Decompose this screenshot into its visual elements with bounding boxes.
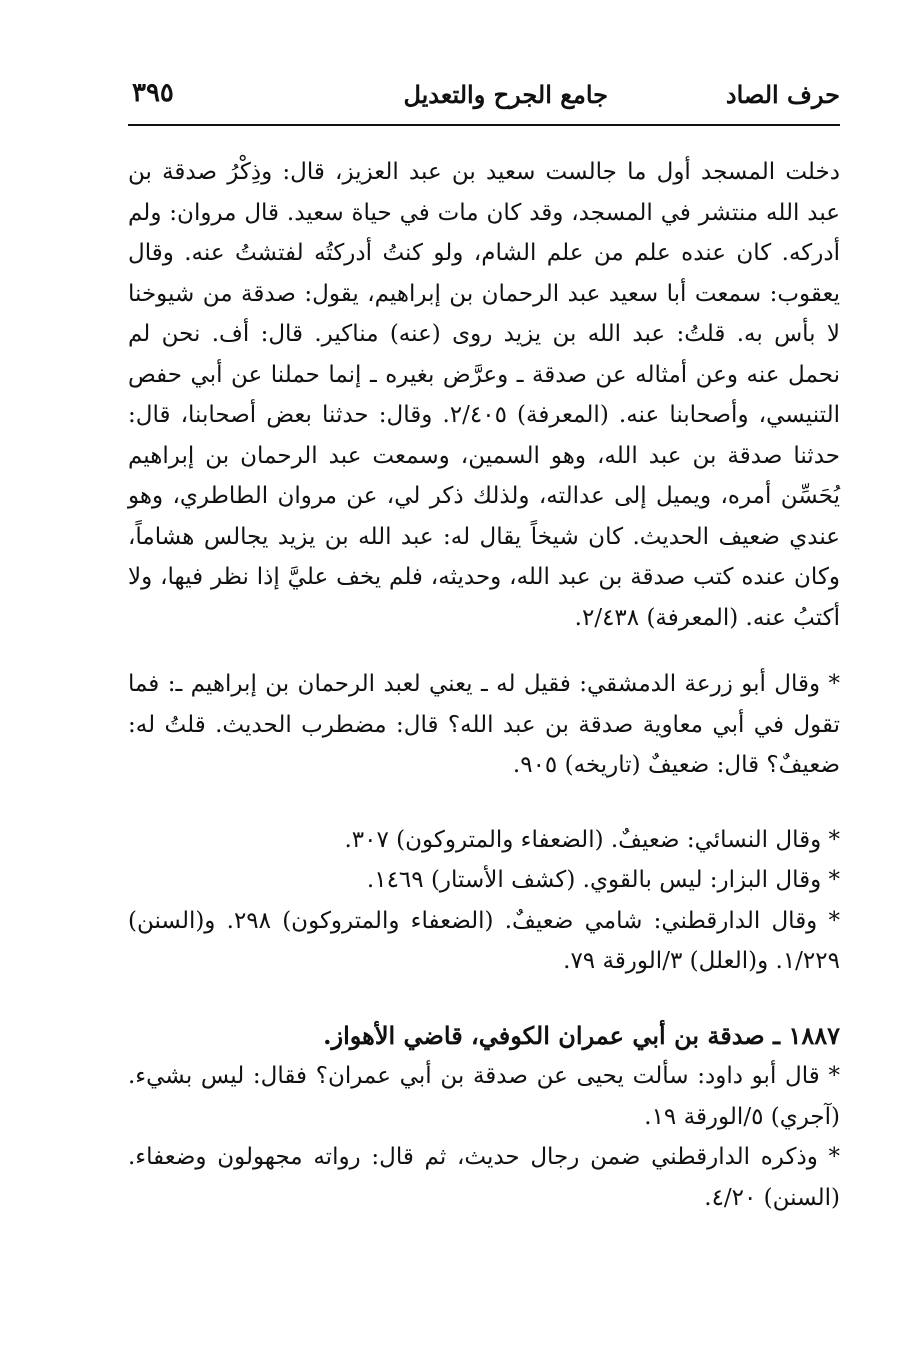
running-header <box>128 72 840 126</box>
paragraph-nasai: * وقال النسائي: ضعيفٌ. (الضعفاء والمتروكون) ٣٠٧. <box>344 826 840 853</box>
paragraph-abu-dawud: * قال أبو داود: سألت يحيى عن صدقة بن أبي عمران؟ فقال: ليس بشيء. (آجري) ٥/الورقة ١٩. <box>128 1063 840 1130</box>
paragraph-daraqutni-sunan: * وذكره الدارقطني ضمن رجال حديث، ثم قال: رواته مجهولون وضعفاء. (السنن) ٤/٢٠. <box>128 1144 840 1211</box>
entry-heading: ١٨٨٧ ـ صدقة بن أبي عمران الكوفي، قاضي الأهواز. <box>323 1020 840 1050</box>
paragraph-abu-zura: * وقال أبو زرعة الدمشقي: فقيل له ـ يعني لعبد الرحمان بن إبراهيم ـ: فما تقول في أبي معاوية صدقة بن عبد الله؟ قال: مضطرب الحديث. قلتُ له: ضعيفٌ؟ قال: ضعيفٌ (تاريخه) ٩٠٥. <box>128 671 840 778</box>
header-rule <box>128 124 840 126</box>
paragraph-bazzar: * وقال البزار: ليس بالقوي. (كشف الأستار) ١٤٦٩. <box>366 867 840 893</box>
paragraph-continuation: دخلت المسجد أول ما جالست سعيد بن عبد العزيز، قال: وذِكْرُ صدقة بن عبد الله منتشر في المسجد، وقد كان مات في حياة سعيد. قال مروان: ولم أدركه. كان عنده علم من علم الشام، ولو كنتُ أدركتُه لفتشتُ عنه. وقال يعقوب: سمعت أبا سعيد عبد الرحمان بن إبراهيم، يقول: صدقة من شيوخنا لا بأس به. قلتُ: عبد الله بن يزيد روى (عنه) مناكير. قال: أف. نحن لم نحمل عنه وعن أمثاله عن صدقة ـ وعرَّض بغيره ـ إنما حملنا عن أبي حفص التنيسي، وأصحابنا عنه. (المعرفة) ٢/٤٠٥. وقال: حدثنا بعض أصحابنا، قال: حدثنا صدقة بن عبد الله، وهو السمين، وسمعت عبد الرحمان بن إبراهيم يُحَسِّن أمره، ويميل إلى عدالته، ولذلك ذكر لي، عن مروان الطاطري، وهو عندي ضعيف الحديث. كان شيخاً يقال له: عبد الله بن يزيد يجالس هشاماً، وكان عنده كتب صدقة بن عبد الله، وحديثه، فلم يخف عليَّ إذا نظر فيها، ولا أكتبُ عنه. (المعرفة) ٢/٤٣٨. <box>128 159 840 631</box>
page-number: ٣٩٥ <box>132 78 174 108</box>
book-title: جامع الجرح والتعديل <box>403 80 608 109</box>
page-body <box>128 152 840 1218</box>
paragraph-daraqutni: * وقال الدارقطني: شامي ضعيفٌ. (الضعفاء والمتروكون) ٢٩٨. و(السنن) ١/٢٢٩. و(العلل) ٣/الورقة ٧٩. <box>128 907 840 974</box>
chapter-title: حرف الصاد <box>725 80 840 109</box>
